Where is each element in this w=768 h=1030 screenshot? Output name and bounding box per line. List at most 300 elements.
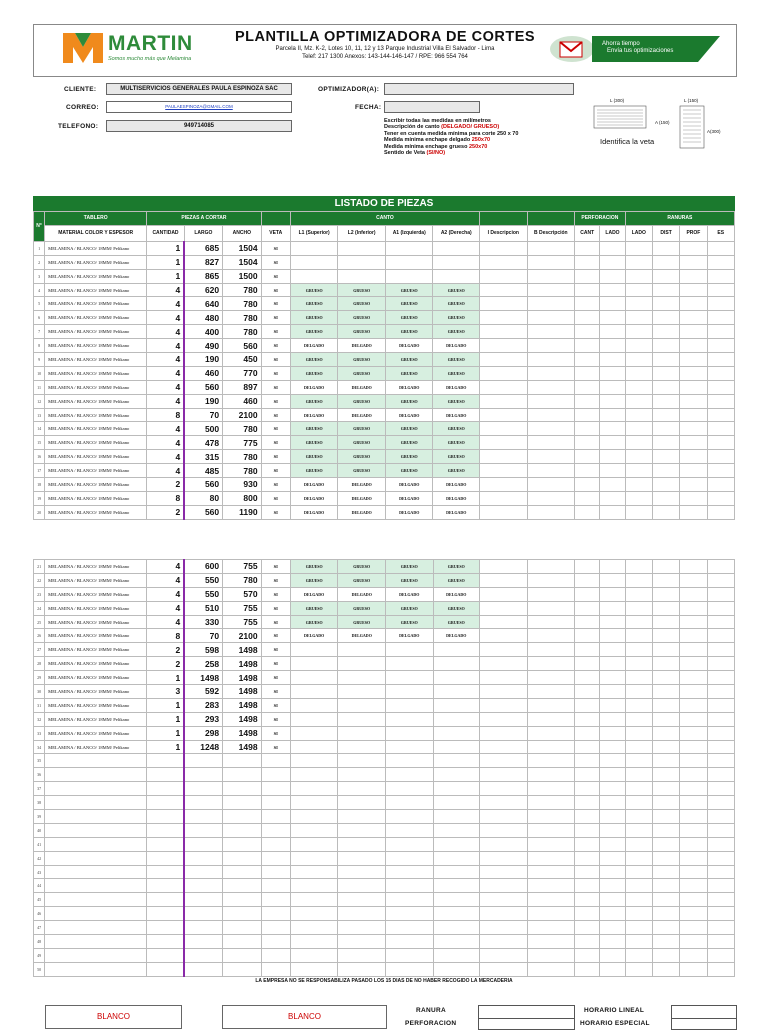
empty-cell[interactable]	[652, 685, 679, 699]
empty-cell[interactable]	[652, 353, 679, 367]
empty-cell[interactable]	[575, 921, 600, 935]
empty-cell[interactable]	[625, 283, 652, 297]
empty-cell[interactable]	[480, 629, 528, 643]
canto-l1-cell[interactable]	[290, 879, 338, 893]
canto-a2-cell[interactable]	[433, 726, 480, 740]
cantidad-cell[interactable]: 4	[147, 353, 184, 367]
canto-a2-cell[interactable]: DELGADO	[433, 505, 480, 519]
ancho-cell[interactable]: 1498	[223, 657, 261, 671]
canto-l1-cell[interactable]	[290, 837, 338, 851]
veta-cell[interactable]: SI	[261, 450, 290, 464]
empty-cell[interactable]	[707, 865, 734, 879]
canto-a2-cell[interactable]	[433, 865, 480, 879]
empty-cell[interactable]	[652, 962, 679, 976]
empty-cell[interactable]	[680, 865, 707, 879]
canto-l2-cell[interactable]: GRUESO	[338, 297, 386, 311]
empty-cell[interactable]	[680, 893, 707, 907]
empty-cell[interactable]	[625, 629, 652, 643]
canto-a1-cell[interactable]	[385, 935, 433, 949]
canto-a2-cell[interactable]	[433, 643, 480, 657]
empty-cell[interactable]	[680, 353, 707, 367]
empty-cell[interactable]	[680, 671, 707, 685]
cantidad-cell[interactable]: 1	[147, 241, 184, 255]
canto-l1-cell[interactable]: GRUESO	[290, 601, 338, 615]
empty-cell[interactable]	[527, 601, 575, 615]
color-box-1[interactable]: BLANCO	[45, 1005, 182, 1029]
empty-cell[interactable]	[652, 394, 679, 408]
canto-l1-cell[interactable]: GRUESO	[290, 297, 338, 311]
cantidad-cell[interactable]: 1	[147, 726, 184, 740]
veta-cell[interactable]: SI	[261, 478, 290, 492]
canto-l2-cell[interactable]	[338, 782, 386, 796]
empty-cell[interactable]	[480, 754, 528, 768]
empty-cell[interactable]	[652, 796, 679, 810]
empty-cell[interactable]	[652, 879, 679, 893]
ancho-cell[interactable]: 780	[223, 422, 261, 436]
ancho-cell[interactable]: 1500	[223, 269, 261, 283]
largo-cell[interactable]: 640	[184, 297, 222, 311]
largo-cell[interactable]: 620	[184, 283, 222, 297]
ancho-cell[interactable]: 755	[223, 560, 261, 574]
empty-cell[interactable]	[527, 823, 575, 837]
canto-l1-cell[interactable]: GRUESO	[290, 450, 338, 464]
empty-cell[interactable]	[527, 921, 575, 935]
canto-a2-cell[interactable]	[433, 893, 480, 907]
empty-cell[interactable]	[707, 907, 734, 921]
cantidad-cell[interactable]: 4	[147, 366, 184, 380]
material-cell[interactable]: MELAMINA / BLANCO/ 18MM/ Pelikano	[45, 740, 147, 754]
largo-cell[interactable]: 510	[184, 601, 222, 615]
ancho-cell[interactable]: 780	[223, 311, 261, 325]
canto-l2-cell[interactable]	[338, 893, 386, 907]
veta-cell[interactable]: SI	[261, 560, 290, 574]
empty-cell[interactable]	[575, 560, 600, 574]
empty-cell[interactable]	[527, 573, 575, 587]
cantidad-cell[interactable]: 1	[147, 671, 184, 685]
empty-cell[interactable]	[652, 768, 679, 782]
ancho-cell[interactable]: 1498	[223, 726, 261, 740]
empty-cell[interactable]	[480, 436, 528, 450]
empty-cell[interactable]	[707, 837, 734, 851]
veta-cell[interactable]	[261, 837, 290, 851]
ancho-cell[interactable]	[223, 948, 261, 962]
empty-cell[interactable]	[625, 796, 652, 810]
material-cell[interactable]	[45, 907, 147, 921]
material-cell[interactable]: MELAMINA / BLANCO/ 18MM/ Pelikano	[45, 726, 147, 740]
empty-cell[interactable]	[527, 768, 575, 782]
canto-l2-cell[interactable]: GRUESO	[338, 436, 386, 450]
canto-a2-cell[interactable]: GRUESO	[433, 353, 480, 367]
material-cell[interactable]: MELAMINA / BLANCO/ 18MM/ Pelikano	[45, 629, 147, 643]
canto-l2-cell[interactable]	[338, 921, 386, 935]
empty-cell[interactable]	[680, 837, 707, 851]
cantidad-cell[interactable]: 4	[147, 464, 184, 478]
empty-cell[interactable]	[680, 241, 707, 255]
empty-cell[interactable]	[480, 907, 528, 921]
empty-cell[interactable]	[480, 782, 528, 796]
canto-l1-cell[interactable]	[290, 823, 338, 837]
empty-cell[interactable]	[680, 948, 707, 962]
cantidad-cell[interactable]	[147, 865, 184, 879]
canto-a1-cell[interactable]	[385, 823, 433, 837]
fecha-field[interactable]	[384, 101, 480, 113]
empty-cell[interactable]	[600, 615, 625, 629]
veta-cell[interactable]: SI	[261, 394, 290, 408]
canto-l2-cell[interactable]	[338, 879, 386, 893]
canto-a1-cell[interactable]: GRUESO	[385, 366, 433, 380]
ancho-cell[interactable]: 800	[223, 491, 261, 505]
empty-cell[interactable]	[625, 297, 652, 311]
canto-a1-cell[interactable]: GRUESO	[385, 464, 433, 478]
optimizador-field[interactable]	[384, 83, 574, 95]
largo-cell[interactable]: 485	[184, 464, 222, 478]
empty-cell[interactable]	[652, 269, 679, 283]
ancho-cell[interactable]: 1498	[223, 685, 261, 699]
material-cell[interactable]	[45, 851, 147, 865]
empty-cell[interactable]	[652, 907, 679, 921]
veta-cell[interactable]: SI	[261, 643, 290, 657]
veta-cell[interactable]	[261, 754, 290, 768]
empty-cell[interactable]	[707, 311, 734, 325]
veta-cell[interactable]	[261, 879, 290, 893]
empty-cell[interactable]	[480, 615, 528, 629]
empty-cell[interactable]	[480, 464, 528, 478]
empty-cell[interactable]	[600, 768, 625, 782]
empty-cell[interactable]	[600, 754, 625, 768]
empty-cell[interactable]	[680, 587, 707, 601]
empty-cell[interactable]	[680, 782, 707, 796]
cantidad-cell[interactable]	[147, 796, 184, 810]
largo-cell[interactable]: 258	[184, 657, 222, 671]
canto-l2-cell[interactable]	[338, 837, 386, 851]
largo-cell[interactable]	[184, 782, 222, 796]
largo-cell[interactable]: 500	[184, 422, 222, 436]
canto-l1-cell[interactable]: GRUESO	[290, 560, 338, 574]
empty-cell[interactable]	[527, 339, 575, 353]
ancho-cell[interactable]	[223, 768, 261, 782]
empty-cell[interactable]	[625, 505, 652, 519]
canto-l2-cell[interactable]: GRUESO	[338, 353, 386, 367]
cantidad-cell[interactable]	[147, 921, 184, 935]
empty-cell[interactable]	[680, 685, 707, 699]
canto-a1-cell[interactable]	[385, 241, 433, 255]
empty-cell[interactable]	[480, 353, 528, 367]
empty-cell[interactable]	[652, 935, 679, 949]
empty-cell[interactable]	[680, 643, 707, 657]
canto-l1-cell[interactable]	[290, 671, 338, 685]
canto-a2-cell[interactable]	[433, 907, 480, 921]
veta-cell[interactable]: SI	[261, 657, 290, 671]
empty-cell[interactable]	[680, 823, 707, 837]
empty-cell[interactable]	[680, 921, 707, 935]
empty-cell[interactable]	[680, 311, 707, 325]
canto-a2-cell[interactable]	[433, 685, 480, 699]
empty-cell[interactable]	[625, 948, 652, 962]
canto-a2-cell[interactable]	[433, 712, 480, 726]
empty-cell[interactable]	[652, 241, 679, 255]
empty-cell[interactable]	[480, 726, 528, 740]
empty-cell[interactable]	[707, 810, 734, 824]
cantidad-cell[interactable]: 4	[147, 615, 184, 629]
canto-a2-cell[interactable]: DELGADO	[433, 629, 480, 643]
canto-l1-cell[interactable]	[290, 754, 338, 768]
largo-cell[interactable]	[184, 768, 222, 782]
empty-cell[interactable]	[707, 698, 734, 712]
material-cell[interactable]: MELAMINA / BLANCO/ 18MM/ Pelikano	[45, 325, 147, 339]
canto-a2-cell[interactable]: GRUESO	[433, 283, 480, 297]
canto-a1-cell[interactable]: GRUESO	[385, 422, 433, 436]
largo-cell[interactable]: 865	[184, 269, 222, 283]
canto-l1-cell[interactable]: DELGADO	[290, 380, 338, 394]
empty-cell[interactable]	[707, 408, 734, 422]
empty-cell[interactable]	[625, 615, 652, 629]
cantidad-cell[interactable]	[147, 962, 184, 976]
empty-cell[interactable]	[480, 879, 528, 893]
empty-cell[interactable]	[707, 283, 734, 297]
empty-cell[interactable]	[707, 796, 734, 810]
material-cell[interactable]: MELAMINA / BLANCO/ 18MM/ Pelikano	[45, 560, 147, 574]
canto-a1-cell[interactable]	[385, 726, 433, 740]
empty-cell[interactable]	[575, 450, 600, 464]
ancho-cell[interactable]: 780	[223, 450, 261, 464]
ancho-cell[interactable]	[223, 962, 261, 976]
empty-cell[interactable]	[575, 740, 600, 754]
empty-cell[interactable]	[680, 339, 707, 353]
largo-cell[interactable]	[184, 893, 222, 907]
empty-cell[interactable]	[575, 464, 600, 478]
empty-cell[interactable]	[600, 823, 625, 837]
largo-cell[interactable]: 1498	[184, 671, 222, 685]
canto-a1-cell[interactable]: DELGADO	[385, 491, 433, 505]
material-cell[interactable]: MELAMINA / BLANCO/ 18MM/ Pelikano	[45, 339, 147, 353]
empty-cell[interactable]	[625, 560, 652, 574]
empty-cell[interactable]	[625, 865, 652, 879]
empty-cell[interactable]	[600, 879, 625, 893]
ancho-cell[interactable]	[223, 865, 261, 879]
empty-cell[interactable]	[600, 339, 625, 353]
empty-cell[interactable]	[707, 921, 734, 935]
empty-cell[interactable]	[707, 380, 734, 394]
canto-a2-cell[interactable]	[433, 879, 480, 893]
veta-cell[interactable]	[261, 810, 290, 824]
largo-cell[interactable]	[184, 865, 222, 879]
horario-lineal-field[interactable]	[671, 1005, 737, 1019]
empty-cell[interactable]	[480, 740, 528, 754]
cantidad-cell[interactable]: 4	[147, 422, 184, 436]
empty-cell[interactable]	[575, 366, 600, 380]
canto-l2-cell[interactable]: GRUESO	[338, 573, 386, 587]
empty-cell[interactable]	[480, 823, 528, 837]
empty-cell[interactable]	[680, 491, 707, 505]
material-cell[interactable]	[45, 948, 147, 962]
empty-cell[interactable]	[527, 560, 575, 574]
material-cell[interactable]	[45, 879, 147, 893]
canto-a2-cell[interactable]: GRUESO	[433, 436, 480, 450]
ancho-cell[interactable]: 1498	[223, 740, 261, 754]
empty-cell[interactable]	[480, 810, 528, 824]
largo-cell[interactable]	[184, 907, 222, 921]
cantidad-cell[interactable]	[147, 810, 184, 824]
canto-l2-cell[interactable]	[338, 865, 386, 879]
empty-cell[interactable]	[680, 297, 707, 311]
cantidad-cell[interactable]	[147, 879, 184, 893]
empty-cell[interactable]	[707, 643, 734, 657]
ancho-cell[interactable]	[223, 879, 261, 893]
empty-cell[interactable]	[527, 325, 575, 339]
empty-cell[interactable]	[600, 907, 625, 921]
material-cell[interactable]	[45, 782, 147, 796]
material-cell[interactable]: MELAMINA / BLANCO/ 18MM/ Pelikano	[45, 353, 147, 367]
canto-a2-cell[interactable]	[433, 921, 480, 935]
empty-cell[interactable]	[652, 657, 679, 671]
canto-a1-cell[interactable]	[385, 962, 433, 976]
material-cell[interactable]	[45, 754, 147, 768]
canto-a2-cell[interactable]	[433, 740, 480, 754]
empty-cell[interactable]	[480, 921, 528, 935]
empty-cell[interactable]	[575, 478, 600, 492]
empty-cell[interactable]	[575, 879, 600, 893]
horario-especial-field[interactable]	[671, 1018, 737, 1030]
empty-cell[interactable]	[575, 657, 600, 671]
ancho-cell[interactable]: 780	[223, 573, 261, 587]
empty-cell[interactable]	[600, 837, 625, 851]
cantidad-cell[interactable]: 4	[147, 380, 184, 394]
empty-cell[interactable]	[575, 325, 600, 339]
empty-cell[interactable]	[680, 255, 707, 269]
empty-cell[interactable]	[707, 629, 734, 643]
canto-l2-cell[interactable]: GRUESO	[338, 366, 386, 380]
empty-cell[interactable]	[527, 450, 575, 464]
empty-cell[interactable]	[707, 615, 734, 629]
empty-cell[interactable]	[527, 311, 575, 325]
veta-cell[interactable]	[261, 823, 290, 837]
cantidad-cell[interactable]	[147, 754, 184, 768]
empty-cell[interactable]	[707, 491, 734, 505]
empty-cell[interactable]	[707, 325, 734, 339]
veta-cell[interactable]: SI	[261, 436, 290, 450]
empty-cell[interactable]	[600, 948, 625, 962]
canto-a2-cell[interactable]: GRUESO	[433, 615, 480, 629]
perforacion-field[interactable]	[478, 1018, 575, 1030]
ancho-cell[interactable]: 1498	[223, 712, 261, 726]
canto-a1-cell[interactable]: GRUESO	[385, 311, 433, 325]
veta-cell[interactable]: SI	[261, 615, 290, 629]
veta-cell[interactable]: SI	[261, 311, 290, 325]
canto-l2-cell[interactable]	[338, 657, 386, 671]
empty-cell[interactable]	[480, 698, 528, 712]
canto-l1-cell[interactable]: GRUESO	[290, 353, 338, 367]
largo-cell[interactable]: 592	[184, 685, 222, 699]
empty-cell[interactable]	[575, 436, 600, 450]
canto-l2-cell[interactable]: DELGADO	[338, 408, 386, 422]
veta-cell[interactable]: SI	[261, 241, 290, 255]
empty-cell[interactable]	[575, 408, 600, 422]
largo-cell[interactable]: 550	[184, 573, 222, 587]
cantidad-cell[interactable]: 1	[147, 712, 184, 726]
empty-cell[interactable]	[575, 948, 600, 962]
empty-cell[interactable]	[527, 629, 575, 643]
cantidad-cell[interactable]	[147, 907, 184, 921]
material-cell[interactable]: MELAMINA / BLANCO/ 18MM/ Pelikano	[45, 643, 147, 657]
empty-cell[interactable]	[480, 491, 528, 505]
ancho-cell[interactable]	[223, 782, 261, 796]
cantidad-cell[interactable]	[147, 893, 184, 907]
empty-cell[interactable]	[625, 269, 652, 283]
cantidad-cell[interactable]	[147, 782, 184, 796]
empty-cell[interactable]	[527, 491, 575, 505]
material-cell[interactable]: MELAMINA / BLANCO/ 18MM/ Pelikano	[45, 380, 147, 394]
empty-cell[interactable]	[680, 380, 707, 394]
empty-cell[interactable]	[600, 255, 625, 269]
cantidad-cell[interactable]	[147, 948, 184, 962]
canto-l1-cell[interactable]	[290, 698, 338, 712]
empty-cell[interactable]	[625, 339, 652, 353]
veta-cell[interactable]	[261, 851, 290, 865]
largo-cell[interactable]: 598	[184, 643, 222, 657]
empty-cell[interactable]	[575, 297, 600, 311]
veta-cell[interactable]	[261, 768, 290, 782]
empty-cell[interactable]	[600, 921, 625, 935]
veta-cell[interactable]	[261, 865, 290, 879]
canto-l2-cell[interactable]: GRUESO	[338, 560, 386, 574]
ancho-cell[interactable]: 755	[223, 601, 261, 615]
largo-cell[interactable]: 330	[184, 615, 222, 629]
canto-a2-cell[interactable]	[433, 948, 480, 962]
largo-cell[interactable]: 400	[184, 325, 222, 339]
empty-cell[interactable]	[652, 283, 679, 297]
canto-a1-cell[interactable]	[385, 865, 433, 879]
empty-cell[interactable]	[480, 450, 528, 464]
empty-cell[interactable]	[600, 740, 625, 754]
empty-cell[interactable]	[652, 615, 679, 629]
empty-cell[interactable]	[600, 478, 625, 492]
material-cell[interactable]: MELAMINA / BLANCO/ 18MM/ Pelikano	[45, 712, 147, 726]
canto-a2-cell[interactable]	[433, 269, 480, 283]
empty-cell[interactable]	[600, 782, 625, 796]
empty-cell[interactable]	[600, 657, 625, 671]
empty-cell[interactable]	[527, 297, 575, 311]
largo-cell[interactable]: 550	[184, 587, 222, 601]
empty-cell[interactable]	[707, 450, 734, 464]
empty-cell[interactable]	[527, 436, 575, 450]
canto-a2-cell[interactable]	[433, 823, 480, 837]
empty-cell[interactable]	[527, 394, 575, 408]
cantidad-cell[interactable]: 1	[147, 740, 184, 754]
ancho-cell[interactable]: 755	[223, 615, 261, 629]
empty-cell[interactable]	[575, 269, 600, 283]
material-cell[interactable]: MELAMINA / BLANCO/ 18MM/ Pelikano	[45, 615, 147, 629]
empty-cell[interactable]	[625, 491, 652, 505]
canto-a2-cell[interactable]: GRUESO	[433, 601, 480, 615]
material-cell[interactable]: MELAMINA / BLANCO/ 18MM/ Pelikano	[45, 408, 147, 422]
empty-cell[interactable]	[652, 450, 679, 464]
canto-l2-cell[interactable]	[338, 643, 386, 657]
empty-cell[interactable]	[600, 366, 625, 380]
canto-l1-cell[interactable]: DELGADO	[290, 491, 338, 505]
canto-l2-cell[interactable]	[338, 241, 386, 255]
canto-a1-cell[interactable]	[385, 810, 433, 824]
empty-cell[interactable]	[527, 837, 575, 851]
canto-l2-cell[interactable]: GRUESO	[338, 325, 386, 339]
empty-cell[interactable]	[680, 712, 707, 726]
empty-cell[interactable]	[527, 269, 575, 283]
empty-cell[interactable]	[652, 712, 679, 726]
empty-cell[interactable]	[625, 464, 652, 478]
material-cell[interactable]: MELAMINA / BLANCO/ 18MM/ Pelikano	[45, 450, 147, 464]
empty-cell[interactable]	[575, 643, 600, 657]
empty-cell[interactable]	[575, 754, 600, 768]
ancho-cell[interactable]: 780	[223, 297, 261, 311]
